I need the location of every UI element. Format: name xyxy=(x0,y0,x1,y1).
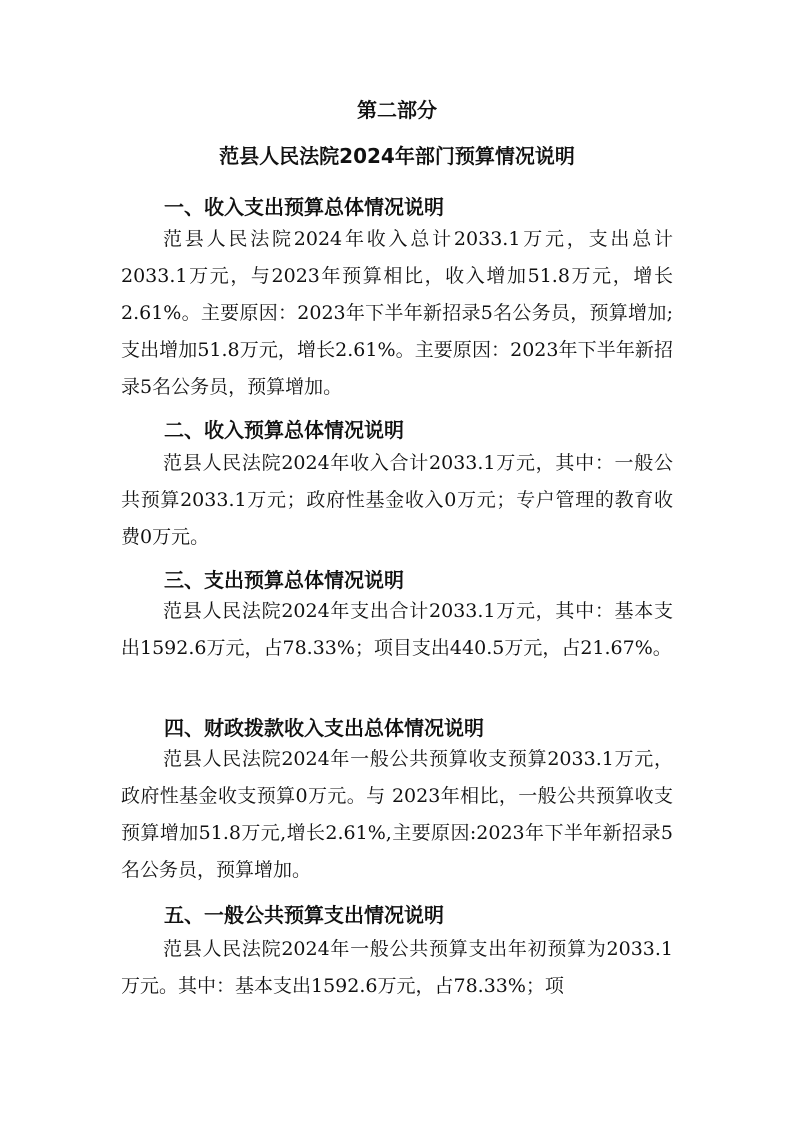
section-heading-1: 一、收入支出预算总体情况说明 xyxy=(164,195,444,219)
section-body-5: 范县人民法院2024年一般公共预算支出年初预算为2033.1万元。其中：基本支出1592.6万元，占78.33%；项 xyxy=(121,938,673,997)
part-title: 第二部分 xyxy=(357,98,437,122)
section-heading-4: 四、财政拨款收入支出总体情况说明 xyxy=(164,716,484,740)
section-heading-5: 五、一般公共预算支出情况说明 xyxy=(164,903,444,927)
document-title: 范县人民法院2024年部门预算情况说明 xyxy=(219,144,575,168)
section-heading-2: 二、收入预算总体情况说明 xyxy=(164,418,404,442)
section-body-3: 范县人民法院2024年支出合计2033.1万元，其中：基本支出1592.6万元，占78.33%；项目支出440.5万元，占21.67%。 xyxy=(121,600,673,659)
section-body-4: 范县人民法院2024年一般公共预算收支预算2033.1万元，政府性基金收支预算0万元。与 2023年相比，一般公共预算收支预算增加51.8万元,增长2.61%,主要原因:2023年下半年新招录5名公务员，预算增加。 xyxy=(121,748,673,881)
section-body-2: 范县人民法院2024年收入合计2033.1万元，其中：一般公共预算2033.1万元；政府性基金收入0万元；专户管理的教育收费0万元。 xyxy=(121,452,673,548)
section-body-1: 范县人民法院2024年收入总计2033.1万元，支出总计2033.1万元，与2023年预算相比，收入增加51.8万元，增长2.61%。主要原因：2023年下半年新招录5名公务员，预算增加;支出增加51.8万元，增长2.61%。主要原因：2023年下半年新招录5名公务员，预算增加。 xyxy=(121,228,673,398)
section-heading-3: 三、支出预算总体情况说明 xyxy=(164,568,404,592)
